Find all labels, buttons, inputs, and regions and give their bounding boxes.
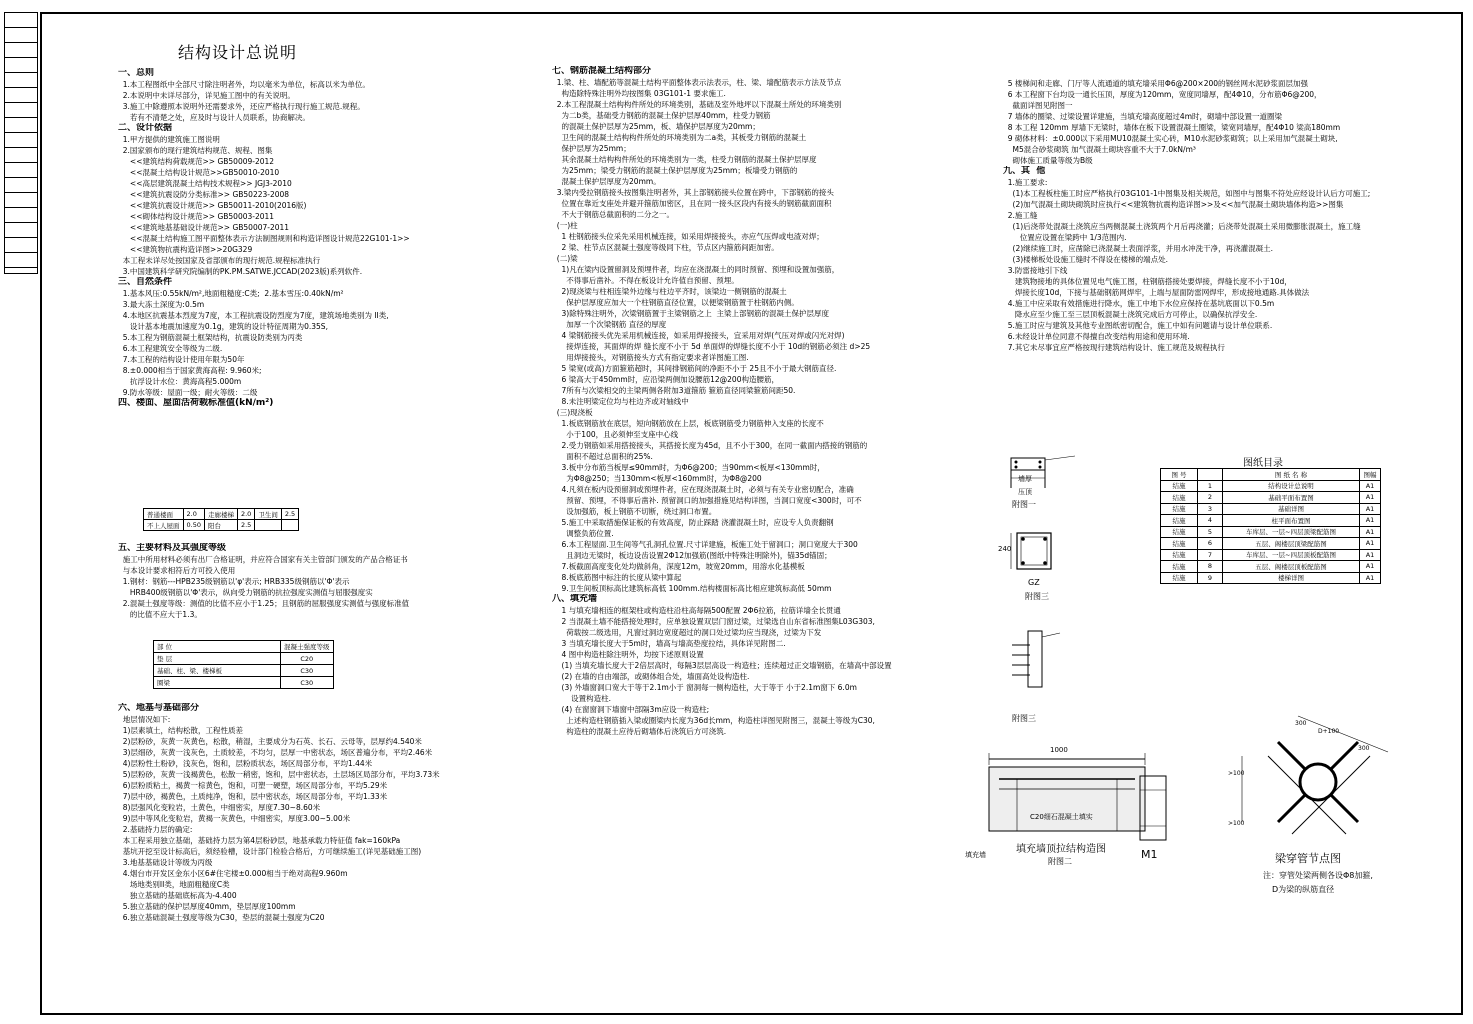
load-table-cell: 普通楼面: [144, 509, 184, 520]
col2-line: 不得事后凿补。不得在板设计允许值自预留、预埋。: [552, 276, 739, 285]
drawing-list-cell: A1: [1360, 561, 1381, 573]
drawing-list-cell: 6: [1198, 538, 1223, 550]
col1-line: <<建筑抗震设防分类标准>> GB50223-2008: [118, 190, 290, 199]
col3-line: 6.未经设计单位同意不得擅自改变结构用途和使用环境.: [1003, 332, 1190, 341]
col2-line: 混凝土保护层厚度为20mm。: [552, 177, 661, 186]
col2-line: 2 当混凝土墙不能搭接处理时，应单独设置双层门窗过梁，过梁选自山东省标准图集L03G303,: [552, 617, 875, 626]
page-title: 结构设计总说明: [178, 43, 298, 62]
col2-line: 2 梁、柱节点区混凝土强度等级同下柱，节点区内箍筋间距加密。: [552, 243, 779, 252]
col1c-line: 六、地基与基础部分: [118, 703, 200, 713]
col2-line: 8.未注明梁定位均与柱边齐或对轴线中: [552, 397, 689, 406]
col1-line: 若有不清楚之处，应及时与设计人员联系，协商解决。: [118, 113, 310, 122]
load-table-cell: 走廊楼梯: [204, 509, 237, 520]
col1c-line: 5)层粉砂，灰黄一浅褐黄色，松散一稍密，饱和，层中密状态，土层场区局部分布，平均3.73米: [118, 770, 440, 779]
col1c-line: 7)层中砂，褐黄色，土质纯净，饱和，层中密状态，场区局部分布，平均1.33米: [118, 792, 388, 801]
drawing-list-cell: 9: [1198, 572, 1223, 584]
drawing-list-cell: A1: [1360, 515, 1381, 527]
col2-line: 小于100，且必须伸至支座中心线: [552, 430, 679, 439]
drawing-list-cell: 车库层、一层~四层顶板配筋图: [1223, 549, 1360, 561]
col1b-line: 的比值不应大于1.3。: [118, 610, 202, 619]
col3-line: 6 本工程窗下台均设一通长压顶，厚度为120mm，宽度同墙厚，配4Φ10，分布筋Φ6@200，: [1003, 90, 1322, 99]
col1-line: <<混凝土结构施工图平面整体表示方法制图规则和构造详图设计规范22G101-1>>: [118, 234, 410, 243]
drawing-list-cell: 基础平面布置图: [1223, 492, 1360, 504]
fig2-caption: 附图二: [1048, 857, 1072, 866]
col2-line: 预留、预埋，不得事后凿补. 预留洞口的加强措施见结构详图，当洞口宽度<300时，可不: [552, 496, 862, 505]
col3-line: (1)后浇带处混凝土浇筑应当两侧混凝土浇筑两个月后再浇灌；后浇带处混凝土采用微膨胀混凝土，施工缝: [1003, 222, 1361, 231]
load-table-cell: 0.50: [183, 520, 204, 531]
col1-line: 3.中国建筑科学研究院编制的PK.PM.SATWE.JCCAD(2023版)系列软件.: [118, 267, 363, 276]
drawing-list-header: [1198, 469, 1223, 481]
col2-line: (2) 在墙的自由端部，或砌体组合处，墙面高处设构造柱.: [552, 672, 750, 681]
col3-line: 7.其它未尽事宜应严格按现行建筑结构设计、施工规范及规程执行: [1003, 343, 1225, 352]
col2-line: 4 图中构造柱除注明外，均按下述原则设置: [552, 650, 704, 659]
title-strip: [4, 12, 38, 274]
col2-line: 7所有与次梁相交的主梁两侧各附加3道箍筋 箍筋直径同梁箍筋间距50.: [552, 386, 796, 395]
drawing-list-cell: 楼梯详图: [1223, 572, 1360, 584]
col2-line: (1) 当填充墙长度大于2倍层高时，每隔3层层高设一构造柱；连续超过正交墙钢筋，在墙高中部设置: [552, 661, 892, 670]
col1-line: 7.本工程的结构设计使用年限为50年: [118, 355, 245, 364]
col2-line: 为二b类，基础受力钢筋的混凝土保护层厚40mm，柱受力钢筋: [552, 111, 771, 120]
load-table-cell: 2.0: [183, 509, 204, 520]
col2-line: 调整负筋位置.: [552, 529, 614, 538]
col2-line: 2.本工程混凝土结构构件所处的环境类别，基础及室外地坪以下混凝土所处的环境类别: [552, 100, 842, 109]
col1-line: 三、自然条件: [118, 277, 173, 287]
col1c-line: 2.基础持力层的确定:: [118, 825, 193, 834]
col1c-line: 独立基础的基础底标高为-4.400: [118, 891, 237, 900]
col2-line: 1 与填充墙相连的框架柱或构造柱沿柱高每隔500配置 2Φ6拉筋，拉筋详墙全长贯通: [552, 606, 841, 615]
col2-line: 5.施工中采取措施保证板的有效高度，防止踩踏 浇灌混凝土时，应设专人负责翻钢: [552, 518, 834, 527]
col3-line: 7 墙体的圈梁、过梁设置详建施，当填充墙高度超过4m时，砌墙中部设置一道圈梁: [1003, 112, 1282, 121]
col2-line: 且洞边无梁时，板边设齿设置2Φ12加强筋(图纸中特殊注明除外)，锚35d锚固；: [552, 551, 832, 560]
drawing-list-header: 图幅: [1360, 469, 1381, 481]
drawing-list-cell: 2: [1198, 492, 1223, 504]
col3-line: 8 本工程 120mm 厚墙下无梁时，墙体在板下设置混凝土圈梁，梁宽同墙厚，配4Φ10 梁高180mm: [1003, 123, 1341, 132]
col1c-line: 6)层粉质粘土，褐黄一棕黄色，饱和，可塑一硬塑，场区局部分布，平均5.29米: [118, 781, 388, 790]
drawing-list-cell: A1: [1360, 492, 1381, 504]
general-notes-column: [118, 68, 448, 409]
load-table-cell: [281, 520, 298, 531]
col1-line: 9.防水等级：屋面一级；耐火等级：二级: [118, 388, 258, 397]
column-wall-tie-figure: [1000, 625, 1070, 715]
fig2-title: 填充墙顶拉结构造图: [1016, 844, 1106, 855]
drawing-list-cell: 结施: [1161, 515, 1198, 527]
drawing-list-cell: 结施: [1161, 492, 1198, 504]
rc-notes-column: [552, 66, 982, 737]
col2-line: 八、填充墙: [552, 594, 598, 604]
col1c-line: 4)层粉性土粉砂，浅灰色，饱和，层粉质状态，场区局部分布，平均1.44米: [118, 759, 373, 768]
col2-line: 3.板中分布筋当板厚≤90mm时，为Φ6@200；当90mm<板厚<130mm时，: [552, 463, 825, 472]
drawing-list-cell: 五层、阁楼层顶梁配筋图: [1223, 538, 1360, 550]
col2-line: (3) 外墙窗洞口宽大于等于2.1m小于 窗洞每一侧构造柱，大于等于 小于2.1m窗下 6.0m: [552, 683, 857, 692]
drawing-list-table: [1160, 468, 1381, 584]
col2-line: 设加强筋，板上钢筋不切断，绕过洞口布置。: [552, 507, 717, 516]
drawing-list-cell: A1: [1360, 549, 1381, 561]
col2-line: 加厚一个次梁钢筋 直径的厚度: [552, 320, 667, 329]
col1c-line: 3)层细砂，灰黄一浅灰色，土质较差，不均匀，层厚一中密状态，场区普遍分布，平均2.46米: [118, 748, 433, 757]
drawing-list-cell: 5: [1198, 526, 1223, 538]
col2-line: 上述构造柱钢筋插入梁或圈梁内长度为36d长mm，构造柱详图见附图三，混凝土等级为C30,: [552, 716, 875, 725]
col2-line: 为Φ8@250；当130mm<板厚<160mm时，为Φ8@200: [552, 474, 762, 483]
pipe-dim-2: D+100: [1318, 728, 1340, 735]
col1-line: 3.施工中除遵照本说明外还需要求外，还应严格执行现行施工规范.规程。: [118, 102, 365, 111]
col1b-line: 施工中所用材料必须有出厂合格证明，并应符合国家有关主管部门颁发的产品合格证书: [118, 555, 408, 564]
col2-line: 不大于钢筋总截面积的二分之一。: [552, 210, 675, 219]
col1b-line: 与本设计要求相符后方可投入使用: [118, 566, 236, 575]
grade-table-header: 部 位: [154, 641, 281, 653]
col3-line: 9 砌体材料：±0.000以下采用MU10混凝土实心砖，M10水泥砂浆砌筑；以上采用加气混凝土砌块,: [1003, 134, 1338, 143]
drawing-list-cell: 车库层、一层~四层顶梁配筋图: [1223, 526, 1360, 538]
col1-line: <<混凝土结构设计规范>>GB50010-2010: [118, 168, 280, 177]
pipe-dim-5: >100: [1228, 820, 1245, 827]
col1c-line: 基坑开挖至设计标高后，须经验槽，设计部门检验合格后，方可继续施工(详见基础施工图): [118, 847, 422, 856]
col2-line: 为25mm；梁受力钢筋的混凝土保护层厚度为25mm；板墙受力钢筋的: [552, 166, 798, 175]
drawing-list-cell: 结构设计总说明: [1223, 480, 1360, 492]
col1-line: 二、设计依据: [118, 123, 173, 133]
col2-line: 2)现浇梁与柱相连梁外边缘与柱边平齐时，该梁边一侧钢筋的混凝土: [552, 287, 787, 296]
col1-line: 1.基本风压:0.55kN/m²,地面粗糙度:C类; 2.基本雪压:0.40kN/m²: [118, 289, 344, 298]
col1-line: 2.本说明中未详尽部分，详见施工图中的有关说明。: [118, 91, 295, 100]
materials-column: [118, 543, 448, 620]
m1-detail-figure: [1130, 770, 1180, 850]
col3-line: (3)楼梯板处设施工缝时不得设在楼梯的端点处.: [1003, 255, 1169, 264]
drawing-list-cell: 结施: [1161, 561, 1198, 573]
col3-line: M5混合砂浆砌筑 加气混凝土砌块容重不大于7.0kN/m³: [1003, 145, 1196, 154]
col1c-line: 场地类别II类，地面粗糙度C类: [118, 880, 230, 889]
col1c-line: 1)层素填土，结构松散，工程性质差: [118, 726, 243, 735]
grade-table-header: 混凝土强度等级: [281, 641, 334, 653]
col3-line: 1.施工要求:: [1003, 178, 1048, 187]
col1c-line: 8)层强风化变粒岩，土黄色，中细密实，厚度7.30~8.60米: [118, 803, 321, 812]
col2-line: 3.梁内受拉钢筋接头按图集注明者外，其上部钢筋接头位置在跨中，下部钢筋的接头: [552, 188, 834, 197]
col2-line: 5 梁宽(或高)方面箍筋超时，其间排钢筋间的净距不小于 25且不小于最大钢筋直径.: [552, 364, 837, 373]
fig3-dim: 240: [998, 545, 1012, 553]
col2-line: 面积不超过总面积的25%.: [552, 452, 653, 461]
load-table-cell: 2.5: [281, 509, 298, 520]
other-notes-column: [1003, 78, 1443, 353]
col3-line: 建筑物接地的具体位置见电气施工图，柱钢筋搭接处要焊接，焊缝长度不小于10d，: [1003, 277, 1292, 286]
col1c-line: 3.地基基础设计等级为丙级: [118, 858, 213, 867]
fig3-caption: 附图三: [1025, 592, 1049, 601]
col1c-line: 6.独立基础混凝土强度等级为C30，垫层的混凝土强度为C20: [118, 913, 325, 922]
drawing-list-header: 图 纸 名 称: [1223, 469, 1360, 481]
load-table-cell: 2.0: [237, 509, 254, 520]
fig2-dim: 1000: [1050, 746, 1068, 754]
grade-table-cell: C30: [281, 677, 334, 689]
col1-line: 四、楼面、屋面活荷载标准值(kN/m²): [118, 398, 274, 408]
foundation-column: [118, 703, 448, 923]
col2-line: 构造除特殊注明外均按图集 03G101-1 要求施工.: [552, 89, 726, 98]
col3-line: 截面详图见附图一: [1003, 101, 1073, 110]
col3-line: 4.施工中应采取有效措施进行降水，施工中地下水位应保持在基坑底面以下0.5m: [1003, 299, 1275, 308]
load-table-cell: [255, 520, 282, 531]
grade-table-cell: 垫 层: [154, 653, 281, 665]
col1-line: 抗浮设计水位：黄海高程5.000m: [118, 377, 242, 386]
pipe-note-1: 注：穿管处梁两侧各设Φ8加箍,: [1263, 871, 1373, 880]
col2-line: 8.板底筋图中标注的长度从梁中算起: [552, 573, 682, 582]
drawing-list-cell: 结施: [1161, 526, 1198, 538]
col2-line: 荷载按二级选用，凡窗过洞边宽度超过的洞口处过梁均应当现浇，过梁为下发: [552, 628, 822, 637]
fig1-caption: 附图一: [1012, 500, 1036, 509]
fig2-wall-label: 填充墙: [965, 851, 986, 859]
col1c-line: 本工程采用独立基础，基础持力层为第4层粉砂层，地基承载力特征值 fak=160kPa: [118, 836, 401, 845]
pipe-dim-3: 300: [1358, 745, 1370, 752]
load-table-cell: 不上人屋面: [144, 520, 184, 531]
col3-line: (2)加气混凝土砌块砌筑时应执行<<建筑物抗震构造详图>>及<<加气混凝土砌块墙体构造>>图集: [1003, 200, 1344, 209]
col1c-line: 4.烟台市开发区金东小区6#住宅楼±0.000相当于绝对高程9.960m: [118, 869, 348, 878]
gz-section-figure: [1005, 525, 1075, 585]
drawing-list-cell: A1: [1360, 526, 1381, 538]
drawing-list-cell: 基础详图: [1223, 503, 1360, 515]
col2-line: (一)柱: [552, 221, 578, 230]
grade-table-cell: 圈梁: [154, 677, 281, 689]
drawing-list-cell: 五层、阁楼层顶板配筋图: [1223, 561, 1360, 573]
drawing-list-cell: A1: [1360, 503, 1381, 515]
col3-line: 5 楼梯间和走廊、门厅等人流通道的填充墙采用Φ6@200×200的钢丝网水泥砂浆面层加强: [1003, 79, 1309, 88]
drawing-list-cell: 结施: [1161, 503, 1198, 515]
drawing-list-cell: 3: [1198, 503, 1223, 515]
col2-line: 接焊连接，其面焊的焊 缝长度不小于 5d 单面焊的焊缝长度不小于 10d的钢筋必须注 d>25: [552, 342, 871, 351]
drawing-list-title: 图纸目录: [1243, 458, 1283, 469]
col2-line: 位置在靠近支座处并避开箍筋加密区，且在同一接头区段内有接头的钢筋截面面积: [552, 199, 832, 208]
drawing-list-cell: 结施: [1161, 538, 1198, 550]
drawing-list-cell: A1: [1360, 480, 1381, 492]
col2-line: (三)现浇板: [552, 408, 593, 417]
col3-line: 九、其 他: [1003, 166, 1046, 176]
col3-line: 降水应至少施工至三层顶板混凝土浇筑完成后方可停止，以确保抗浮安全.: [1003, 310, 1258, 319]
drawing-list-cell: 结施: [1161, 480, 1198, 492]
grade-table-cell: C20: [281, 653, 334, 665]
col1-line: 8.±0.000相当于国家黄海高程: 9.960米;: [118, 366, 262, 375]
m1-caption: M1: [1141, 848, 1158, 861]
col1-line: 本工程未详尽处按国家及省部颁布的现行规范.规程标准执行: [118, 256, 321, 265]
fig1-sub: 压顶: [1018, 488, 1032, 496]
col2-line: 6.本工程屋面.卫生间等气孔洞孔位置.尺寸详建施，板施工处于留洞口；洞口宽度大于300: [552, 540, 858, 549]
col2-line: 的混凝土保护层厚为25mm，板、墙保护层厚度为20mm；: [552, 122, 760, 131]
col1b-line: 2.混凝土强度等级：测值的比值不应小于1.25；且钢筋的屈服强度实测值与强度标准值: [118, 599, 410, 608]
col2-line: 其余混凝土结构构件所处的环境类别为一类，柱受力钢筋的混凝土保护层厚度: [552, 155, 817, 164]
col1-line: <<建筑物抗震构造详图>>20G329: [118, 245, 253, 254]
col1-line: 一、总则: [118, 68, 155, 78]
drawing-list-cell: 结施: [1161, 549, 1198, 561]
load-table-cell: 卫生间: [255, 509, 282, 520]
col3-line: 3.防雷接地引下线: [1003, 266, 1068, 275]
load-table-cell: 2.5: [237, 520, 254, 531]
col1-line: <<建筑地基基础设计规范>> GB50007-2011: [118, 223, 290, 232]
col3-line: 2.施工缝: [1003, 211, 1038, 220]
col1b-line: 五、主要材料及其强度等级: [118, 543, 227, 553]
col2-line: 构造柱的混凝土应待后砌墙体后浇筑后方可浇筑.: [552, 727, 727, 736]
col1c-line: 9)层中等风化变粒岩，黄褐一灰黄色，中细密实，厚度3.00~5.00米: [118, 814, 351, 823]
col2-line: 用焊接接头，对钢筋接头方式有指定要求者详图施工图.: [552, 353, 749, 362]
col3-line: 5.施工时应与建筑及其他专业图纸密切配合，施工中如有问题请与设计单位联系.: [1003, 321, 1273, 330]
col1-line: <<高层建筑混凝土结构技术规程>> JGJ3-2010: [118, 179, 292, 188]
col3-line: (2)继续施工时，应凿除已浇混凝土表面浮浆，并用水冲洗干净，再浇灌混凝土.: [1003, 244, 1274, 253]
col2-line: (4) 在窗窗洞下墙窗中部隔3m应设一构造柱;: [552, 705, 710, 714]
col1-line: 1.本工程图纸中全部尺寸除注明者外，均以毫米为单位，标高以米为单位。: [118, 80, 370, 89]
drawing-list-cell: A1: [1360, 538, 1381, 550]
col2-line: 七、钢筋混凝土结构部分: [552, 66, 652, 76]
col1-line: 设计基本地震加速度为0.1g，建筑的设计特征周期为0.35S,: [118, 322, 328, 331]
col2-line: 2.受力钢筋如采用搭接接头，其搭接长度为45d，且不小于300，在同一截面内搭接的钢筋的: [552, 441, 868, 450]
col1c-line: 5.独立基础的保护层厚度40mm，垫层厚度100mm: [118, 902, 296, 911]
col2-line: 1)凡在梁内设置留洞及预埋件者，均应在浇混凝土的同时预留、预埋和设置加强筋，: [552, 265, 840, 274]
live-load-table: [143, 508, 299, 531]
col2-line: 保护层厚度应加大一个柱钢筋直径位置，以便梁钢筋置于柱钢筋内侧。: [552, 298, 799, 307]
col2-line: 7.板截面高度变化处均做斜角，深度12m，坡宽20mm，用溶水化基模板: [552, 562, 805, 571]
drawing-list-cell: 4: [1198, 515, 1223, 527]
col1-line: 1.甲方提供的建筑施工图说明: [118, 135, 220, 144]
pipe-dim-4: >100: [1228, 770, 1245, 777]
col3-line: 砌体施工质量等级为B级: [1003, 156, 1093, 165]
col2-line: 4.凡须在板内设预留洞或预埋件者，应在现浇混凝土时，必须与有关专业密切配合，准确: [552, 485, 854, 494]
col2-line: 6 梁高大于450mm时，应沿梁两侧加设腰筋12@200构造腰筋，: [552, 375, 779, 384]
col1c-line: 地层情况如下:: [118, 715, 171, 724]
col1-line: 2.国家颁布的现行建筑结构规范、规程、图集: [118, 146, 273, 155]
drawing-list-cell: 7: [1198, 549, 1223, 561]
col2-line: 1.板底钢筋放在底层，短向钢筋放在上层，板底钢筋受力钢筋伸入支座的长度不: [552, 419, 824, 428]
col2-line: 1.梁、柱、墙配筋等混凝土结构平面整体表示法表示，柱、梁、墙配筋表示方法及节点: [552, 78, 842, 87]
col2-line: 4 梁钢筋接头优先采用机械连接，如采用焊接接头，宜采用对焊(气压对焊或闪光对焊): [552, 331, 845, 340]
drawing-list-cell: A1: [1360, 572, 1381, 584]
col1-line: 3.最大冻土深度为:0.5m: [118, 300, 205, 309]
col1-line: 6.本工程建筑安全等级为二级.: [118, 344, 223, 353]
col2-line: 3 当填充墙长度大于5m时，墙高与墙高垫度拉结，具体详见附图二.: [552, 639, 786, 648]
col1b-line: HRB400级钢筋以'Φ'表示，纵向受力钢筋的抗拉强度实测值与屈服强度实: [118, 588, 373, 597]
fig2-conc-label: C20细石混凝土填实: [1030, 813, 1093, 821]
pipe-title: 梁穿管节点图: [1275, 852, 1341, 865]
grade-table-cell: C30: [281, 665, 334, 677]
col2-line: 卫生间的混凝土结构构件所处的环境类别为二a类，其板受力钢筋的混凝土: [552, 133, 807, 142]
col2-line: 9.卫生间板顶标高比建筑标高低 100mm.结构楼面标高比相应建筑标高低 50mm: [552, 584, 832, 593]
drawing-list-cell: 柱平面布置图: [1223, 515, 1360, 527]
pipe-note-2: D为梁的纵筋直径: [1272, 885, 1335, 894]
col1b-line: 1.钢材：钢筋---HPB235级钢筋以'φ'表示; HRB335级钢筋以'Φ'表示: [118, 577, 350, 586]
load-table-cell: 阳台: [204, 520, 237, 531]
drawing-list-cell: 1: [1198, 480, 1223, 492]
col1-line: <<砌体结构设计规范>> GB50003-2011: [118, 212, 275, 221]
grade-table-cell: 基础、柱、梁、楼梯板: [154, 665, 281, 677]
fig3b-caption: 附图三: [1012, 714, 1036, 723]
col3-line: 位置应设置在梁跨中 1/3范围内.: [1003, 233, 1127, 242]
col2-line: 1 柱钢筋接头位采先采用机械连接，如采用焊接接头，亦应气压焊或电渣对焊；: [552, 232, 824, 241]
col1-line: <<建筑抗震设计规范>> GB50011-2010(2016版): [118, 201, 307, 210]
col1c-line: 2)层粉砂，灰黄一灰黄色，松散，稍湿，主要成分为石英、长石、云母等，层厚约4.540米: [118, 737, 422, 746]
col1-line: 5.本工程为钢筋混凝土框架结构，抗震设防类别为丙类: [118, 333, 303, 342]
col1-line: 4.本地区抗震基本烈度为7度，本工程抗震设防烈度为7度，建筑场地类别为 II类,: [118, 311, 389, 320]
col3-line: 焊接长度10d，下接与基础钢筋网焊牢，上端与屋面防雷网焊牢，形成接地通路.具体做法: [1003, 288, 1310, 297]
col2-line: (二)梁: [552, 254, 578, 263]
col3-line: (1)本工程板柱施工时应严格执行03G101-1中图集及相关规范，如图中与图集不符处应经设计认后方可施工;: [1003, 189, 1371, 198]
fig3-label: GZ: [1028, 578, 1040, 587]
drawing-list-cell: 结施: [1161, 572, 1198, 584]
fig1-label: 墙厚: [1018, 475, 1032, 483]
concrete-grade-table: [153, 640, 334, 689]
col1-line: <<建筑结构荷载规范>> GB50009-2012: [118, 157, 275, 166]
drawing-list-cell: 8: [1198, 561, 1223, 573]
col2-line: 保护层厚为25mm；: [552, 144, 631, 153]
drawing-list-header: 图 号: [1161, 469, 1198, 481]
col2-line: 3)除特殊注明外，次梁钢筋置于主梁钢筋之上 主梁上部钢筋的混凝土保护层厚度: [552, 309, 829, 318]
col2-line: 设置构造柱.: [552, 694, 611, 703]
pipe-dim-1: 300: [1295, 720, 1307, 727]
